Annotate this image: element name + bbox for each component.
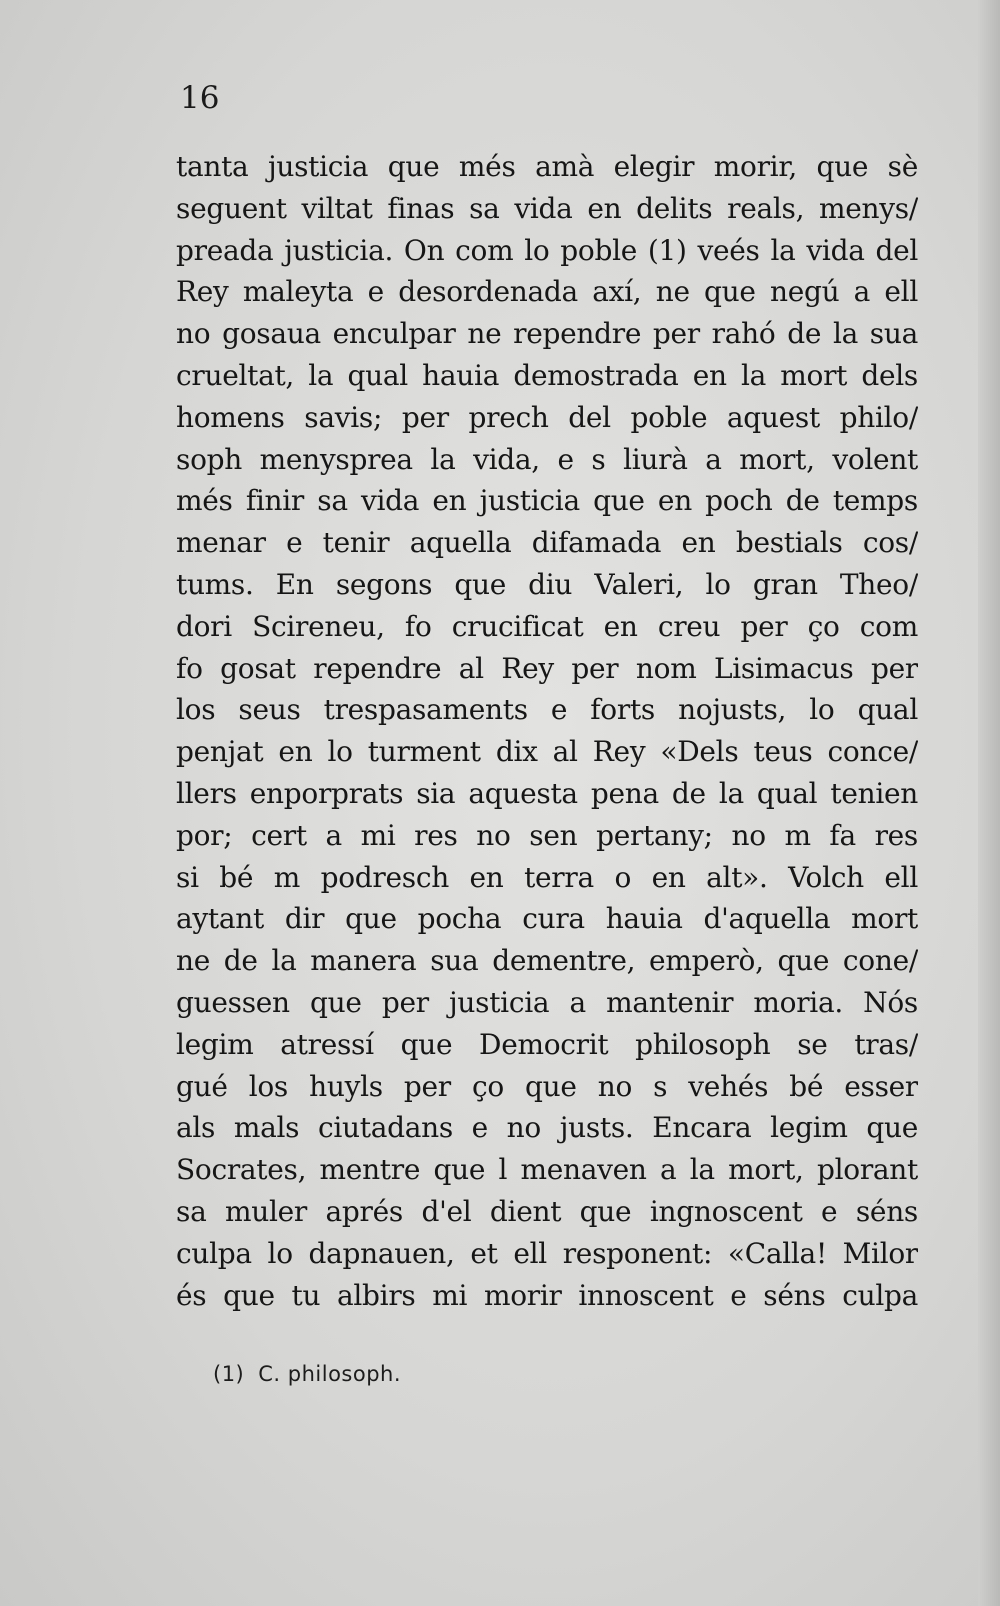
text-line: llers enporprats sia aquesta pena de la qual tenien (176, 776, 918, 810)
text-line: menar e tenir aquella difamada en bestials cos/ (176, 526, 918, 560)
text-line: Rey maleyta e desordenada axí, ne que negú a ell (176, 275, 918, 309)
text-line: seguent viltat finas sa vida en delits reals, menys/ (176, 191, 918, 225)
text-line: guessen que per justicia a mantenir moria. Nós (176, 985, 918, 1019)
footnote-mark: (1) (213, 1362, 245, 1386)
page-number: 16 (180, 80, 220, 116)
body-text (176, 146, 918, 1316)
text-line: los seus trespasaments e forts nojusts, lo qual (176, 693, 918, 727)
footnote-text: C. philosoph. (258, 1362, 402, 1386)
footnote (213, 1362, 401, 1386)
text-line: legim atressí que Democrit philosoph se tras/ (176, 1027, 918, 1061)
text-line: no gosaua enculpar ne rependre per rahó de la sua (176, 317, 918, 351)
text-line: penjat en lo turment dix al Rey «Dels teus conce/ (176, 735, 918, 769)
text-line: fo gosat rependre al Rey per nom Lisimacus per (176, 651, 918, 685)
text-line: tanta justicia que més amà elegir morir, que sè (176, 150, 918, 183)
text-line: culpa lo dapnauen, et ell responent: «Calla! Milor (176, 1236, 918, 1270)
text-line: por; cert a mi res no sen pertany; no m fa res (176, 818, 918, 852)
text-line: ne de la manera sua dementre, emperò, que cone/ (176, 944, 918, 978)
text-line: homens savis; per prech del poble aquest philo/ (176, 400, 918, 434)
text-line: sa muler aprés d'el dient que ingnoscent e séns (176, 1194, 918, 1228)
text-line: preada justicia. On com lo poble (1) veés la vida del (176, 233, 918, 267)
text-line: tums. En segons que diu Valeri, lo gran Theo/ (176, 567, 918, 601)
text-line: crueltat, la qual hauia demostrada en la mort dels (176, 358, 918, 392)
text-line: aytant dir que pocha cura hauia d'aquella mort (176, 902, 918, 936)
text-line: Socrates, mentre que l menaven a la mort, plorant (176, 1153, 918, 1187)
text-line: als mals ciutadans e no justs. Encara legim que (176, 1111, 918, 1145)
text-line: soph menysprea la vida, e s liurà a mort, volent (176, 442, 918, 476)
text-line: dori Scireneu, fo crucificat en creu per ço com (176, 609, 918, 643)
page-edge-shadow (978, 0, 1000, 1606)
text-line: és que tu albirs mi morir innoscent e séns culpa (176, 1278, 918, 1312)
text-line: si bé m podresch en terra o en alt». Volch ell (176, 860, 918, 894)
text-line: més finir sa vida en justicia que en poch de temps (176, 484, 918, 518)
text-line: gué los huyls per ço que no s vehés bé esser (176, 1069, 918, 1103)
